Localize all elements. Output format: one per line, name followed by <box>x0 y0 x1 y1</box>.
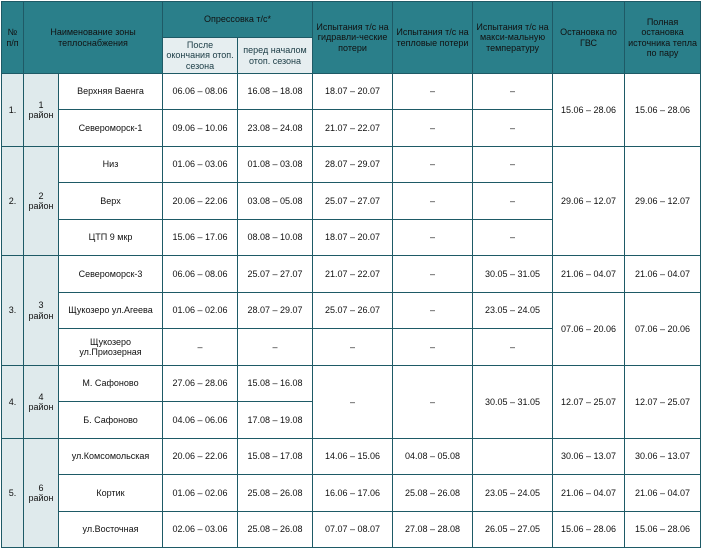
district-name: 6 район <box>24 439 59 548</box>
pressure-before-cell: 23.08 – 24.08 <box>238 110 313 147</box>
pressure-after-cell: 20.06 – 22.06 <box>163 183 238 220</box>
max-temp-cell: 26.05 – 27.05 <box>473 512 553 548</box>
gvs-stop-cell: 15.06 – 28.06 <box>553 74 625 147</box>
zone-name: М. Сафоново <box>59 366 163 402</box>
table-row <box>2 439 701 475</box>
heat-loss-cell: 27.08 – 28.08 <box>393 512 473 548</box>
heat-loss-cell: 25.08 – 26.08 <box>393 475 473 512</box>
hydraulic-cell: 14.06 – 15.06 <box>313 439 393 475</box>
zone-name: Североморск-3 <box>59 256 163 293</box>
table-row <box>2 293 701 329</box>
zone-name: Низ <box>59 147 163 183</box>
full-stop-cell: 29.06 – 12.07 <box>625 147 701 256</box>
zone-name: ул.Восточная <box>59 512 163 548</box>
zone-name: Североморск-1 <box>59 110 163 147</box>
gvs-stop-cell: 30.06 – 13.07 <box>553 439 625 475</box>
full-stop-cell: 30.06 – 13.07 <box>625 439 701 475</box>
district-number: 3. <box>2 256 24 366</box>
pressure-after-cell: 01.06 – 02.06 <box>163 475 238 512</box>
full-stop-cell: 21.06 – 04.07 <box>625 475 701 512</box>
heat-loss-cell: – <box>393 74 473 110</box>
pressure-after-cell: – <box>163 329 238 366</box>
pressure-after-cell: 04.06 – 06.06 <box>163 402 238 439</box>
header-zone: Наименование зоны теплоснабжения <box>24 2 163 74</box>
full-stop-cell: 21.06 – 04.07 <box>625 256 701 293</box>
max-temp-cell: – <box>473 147 553 183</box>
zone-name: Кортик <box>59 475 163 512</box>
zone-name: ул.Комсомольская <box>59 439 163 475</box>
table-row <box>2 366 701 402</box>
table-row <box>2 512 701 548</box>
header-pressure: Опрессовка т/с* <box>163 2 313 38</box>
zone-name: ЦТП 9 мкр <box>59 220 163 256</box>
pressure-after-cell: 20.06 – 22.06 <box>163 439 238 475</box>
gvs-stop-cell: 29.06 – 12.07 <box>553 147 625 256</box>
gvs-stop-cell: 07.06 – 20.06 <box>553 293 625 366</box>
heat-loss-cell: 04.08 – 05.08 <box>393 439 473 475</box>
zone-name: Щукозеро ул.Приозерная <box>59 329 163 366</box>
max-temp-cell <box>473 439 553 475</box>
pressure-before-cell: 25.08 – 26.08 <box>238 512 313 548</box>
gvs-stop-cell: 21.06 – 04.07 <box>553 475 625 512</box>
heating-schedule-table <box>1 1 701 548</box>
full-stop-cell: 07.06 – 20.06 <box>625 293 701 366</box>
zone-name: Верх <box>59 183 163 220</box>
pressure-before-cell: 01.08 – 03.08 <box>238 147 313 183</box>
heat-loss-cell: – <box>393 147 473 183</box>
header-pressure-before: перед началом отоп. сезона <box>238 38 313 74</box>
heat-loss-cell: – <box>393 366 473 439</box>
heat-loss-cell: – <box>393 110 473 147</box>
header-full-stop: Полная остановка источника тепла по пару <box>625 2 701 74</box>
pressure-after-cell: 01.06 – 03.06 <box>163 147 238 183</box>
gvs-stop-cell: 12.07 – 25.07 <box>553 366 625 439</box>
pressure-after-cell: 09.06 – 10.06 <box>163 110 238 147</box>
hydraulic-cell: 16.06 – 17.06 <box>313 475 393 512</box>
district-name: 4 район <box>24 366 59 439</box>
pressure-before-cell: 15.08 – 17.08 <box>238 439 313 475</box>
pressure-before-cell: 16.08 – 18.08 <box>238 74 313 110</box>
gvs-stop-cell: 15.06 – 28.06 <box>553 512 625 548</box>
hydraulic-cell: 07.07 – 08.07 <box>313 512 393 548</box>
pressure-before-cell: 28.07 – 29.07 <box>238 293 313 329</box>
heat-loss-cell: – <box>393 220 473 256</box>
hydraulic-cell: 21.07 – 22.07 <box>313 110 393 147</box>
district-number: 4. <box>2 366 24 439</box>
header-hydraulic: Испытания т/с на гидравли-ческие потери <box>313 2 393 74</box>
pressure-after-cell: 15.06 – 17.06 <box>163 220 238 256</box>
district-name: 3 район <box>24 256 59 366</box>
pressure-after-cell: 01.06 – 02.06 <box>163 293 238 329</box>
full-stop-cell: 12.07 – 25.07 <box>625 366 701 439</box>
header-pressure-after: После окончания отоп. сезона <box>163 38 238 74</box>
pressure-before-cell: 15.08 – 16.08 <box>238 366 313 402</box>
header-heat-loss: Испытания т/с на тепловые потери <box>393 2 473 74</box>
max-temp-cell: 30.05 – 31.05 <box>473 256 553 293</box>
header-gvs-stop: Остановка по ГВС <box>553 2 625 74</box>
table-row <box>2 475 701 512</box>
full-stop-cell: 15.06 – 28.06 <box>625 74 701 147</box>
hydraulic-cell: 21.07 – 22.07 <box>313 256 393 293</box>
max-temp-cell: – <box>473 110 553 147</box>
pressure-after-cell: 06.06 – 08.06 <box>163 74 238 110</box>
hydraulic-cell: 28.07 – 29.07 <box>313 147 393 183</box>
zone-name: Б. Сафоново <box>59 402 163 439</box>
max-temp-cell: – <box>473 74 553 110</box>
district-number: 2. <box>2 147 24 256</box>
hydraulic-cell: 18.07 – 20.07 <box>313 74 393 110</box>
pressure-before-cell: 08.08 – 10.08 <box>238 220 313 256</box>
max-temp-cell: – <box>473 329 553 366</box>
heat-loss-cell: – <box>393 183 473 220</box>
header-max-temp: Испытания т/с на макси-мальную температуру <box>473 2 553 74</box>
district-name: 2 район <box>24 147 59 256</box>
header-num: № п/п <box>2 2 24 74</box>
zone-name: Щукозеро ул.Агеева <box>59 293 163 329</box>
pressure-after-cell: 27.06 – 28.06 <box>163 366 238 402</box>
heat-loss-cell: – <box>393 256 473 293</box>
max-temp-cell: 30.05 – 31.05 <box>473 366 553 439</box>
gvs-stop-cell: 21.06 – 04.07 <box>553 256 625 293</box>
hydraulic-cell: – <box>313 366 393 439</box>
pressure-before-cell: 03.08 – 05.08 <box>238 183 313 220</box>
hydraulic-cell: – <box>313 329 393 366</box>
district-name: 1 район <box>24 74 59 147</box>
full-stop-cell: 15.06 – 28.06 <box>625 512 701 548</box>
max-temp-cell: – <box>473 183 553 220</box>
table-row <box>2 74 701 110</box>
district-number: 5. <box>2 439 24 548</box>
pressure-before-cell: 25.07 – 27.07 <box>238 256 313 293</box>
hydraulic-cell: 18.07 – 20.07 <box>313 220 393 256</box>
zone-name: Верхняя Ваенга <box>59 74 163 110</box>
pressure-before-cell: 25.08 – 26.08 <box>238 475 313 512</box>
heat-loss-cell: – <box>393 293 473 329</box>
max-temp-cell: 23.05 – 24.05 <box>473 475 553 512</box>
pressure-after-cell: 02.06 – 03.06 <box>163 512 238 548</box>
hydraulic-cell: 25.07 – 27.07 <box>313 183 393 220</box>
pressure-before-cell: – <box>238 329 313 366</box>
pressure-before-cell: 17.08 – 19.08 <box>238 402 313 439</box>
hydraulic-cell: 25.07 – 26.07 <box>313 293 393 329</box>
district-number: 1. <box>2 74 24 147</box>
max-temp-cell: – <box>473 220 553 256</box>
heat-loss-cell: – <box>393 329 473 366</box>
pressure-after-cell: 06.06 – 08.06 <box>163 256 238 293</box>
table-row <box>2 147 701 183</box>
max-temp-cell: 23.05 – 24.05 <box>473 293 553 329</box>
table-row <box>2 256 701 293</box>
